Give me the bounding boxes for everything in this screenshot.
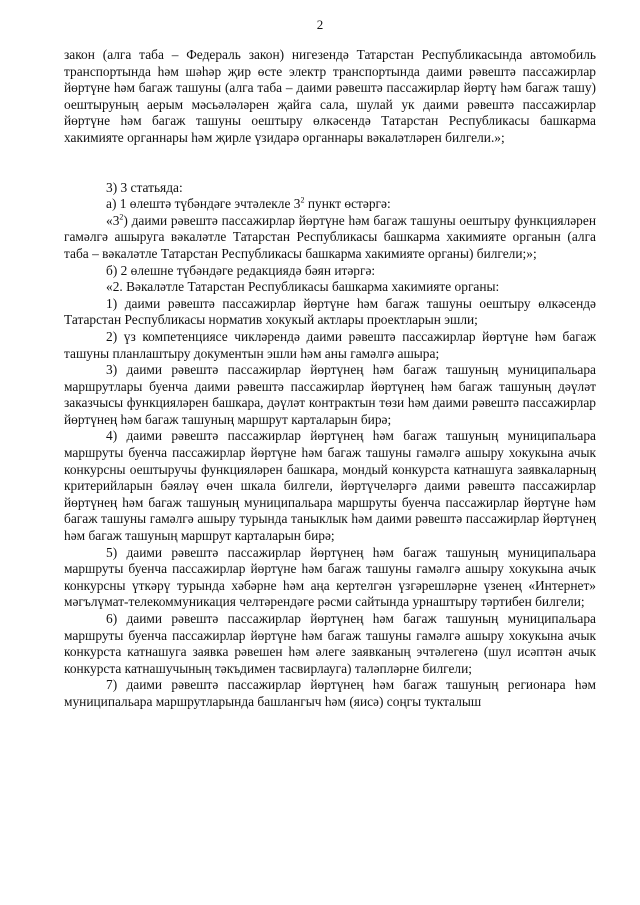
paragraph: б) 2 өлешне түбәндәге редакциядә бәян итәргә: xyxy=(106,262,376,278)
paragraph: 3) 3 статьяда: xyxy=(106,179,183,195)
paragraph xyxy=(64,213,596,263)
paragraph: 3) даими рәвештә пассажирлар йөртүнең һәм багаж ташуның муниципальара маршрутлары буенча даими рәвештә пассажирлар йөртүнең һәм багаж ташуның дәүләт заказчысы функцияләрен башкара, дәүләт контрактын төзи һәм даими рәвештә пассажирлар йөртүнең һәм багаж ташуның маршрут карталарын бирә; xyxy=(64,362,596,427)
superscript: 2 xyxy=(119,212,124,222)
text-run: а) 1 өлештә түбәндәге эчтәлекле 3 xyxy=(106,196,301,212)
paragraph: закон (алга таба – Федераль закон) нигезендә Татарстан Республикасында автомобиль транспортында һәм шәһәр җир өсте электр транспортында даими рәвештә пассажирлар йөртүне һәм багаж ташуны (алга таба – даими рәвештә пассажирлар йөртү һәм багаж ташу) оештыруның аерым мәсьәләләрен җайга сала, шулай ук даими рәвештә пассажирлар йөртүне һәм багаж ташуны оештыру өлкәсендә Татарстан Республикасы башкарма хакимияте органнары һәм җирле үзидарә органнары вәкаләтләрен билгели.»; xyxy=(64,47,596,145)
paragraph: 6) даими рәвештә пассажирлар йөртүнең һәм багаж ташуның муниципальара маршруты буенча пассажирлар йөртүне һәм багаж ташуны гамәлгә ашыру хокукына ачык конкурста катнашуга заявка рәвешен һәм әлеге заявканың эчтәлегенә (шул исәптән ачык конкурста катнашучының тәкъдимен тасвирлауга) таләпләрне билгели; xyxy=(64,611,596,676)
page-number: 2 xyxy=(316,17,324,32)
superscript: 2 xyxy=(300,195,305,205)
paragraph: 5) даими рәвештә пассажирлар йөртүнең һәм багаж ташуның муниципальара маршруты буенча пассажирлар йөртүне һәм багаж ташуны гамәлгә ашыру хокукына ачык конкурсны үткәрү турында хәбәрне һәм аңа кертелгән үзгәрешләрне үзенең «Интернет» мәгълүмат-телекоммуникация челтәрендәге рәсми сайтында урнаштыру тәртибен билгели; xyxy=(64,544,596,610)
text-run: пункт өстәргә: xyxy=(304,196,391,212)
paragraph: 7) даими рәвештә пассажирлар йөртүнең һәм багаж ташуның регионара һәм муниципальара маршрутларында башлангыч һәм (яисә) соңгы тукталыш xyxy=(64,677,596,709)
paragraph: «2. Вәкаләтле Татарстан Республикасы башкарма хакимияте органы: xyxy=(106,279,500,295)
paragraph xyxy=(64,196,596,213)
document-body xyxy=(64,47,596,711)
paragraph: 1) даими рәвештә пассажирлар йөртүне һәм багаж ташуны оештыру өлкәсендә Татарстан Республикасы норматив хокукый актлары проектларын эшли; xyxy=(64,295,596,328)
text-run: «3 xyxy=(106,212,120,228)
spacer xyxy=(64,147,596,180)
paragraph: 2) үз компетенциясе чикләрендә даими рәвештә пассажирлар йөртүне һәм багаж ташуны планлаштыру документын эшли һәм аны гамәлгә ашыра; xyxy=(64,328,596,361)
text-run: ) даими рәвештә пассажирлар йөртүне һәм багаж ташуны оештыру функцияләрен гамәлгә ашыруга вәкаләтле Татарстан Республикасы башкарма хакимияте органын (алга таба – вәкаләтле Татарстан Республикасы башкарма хакимияте органы) билгели;»; xyxy=(64,212,596,261)
paragraph: 4) даими рәвештә пассажирлар йөртүнең һәм багаж ташуның муниципальара маршруты буенча пассажирлар йөртүне һәм багаж ташуны гамәлгә ашыру хокукына ачык конкурсны оештыручы функцияләрен башкара, мондый конкурста катнашуга заявкаларның критерийларын бәяләү өчен шкала билгели, йөртүчеләргә даими рәвештә пассажирлар йөртүнең һәм багаж ташуның муниципальара маршруты буенча пассажирлар йөртүне һәм багаж ташуны гамәлгә ашыру турында таныклык һәм даими рәвештә пассажирлар йөртүнең һәм багаж ташуның маршрут карталарын бирә; xyxy=(64,428,596,544)
